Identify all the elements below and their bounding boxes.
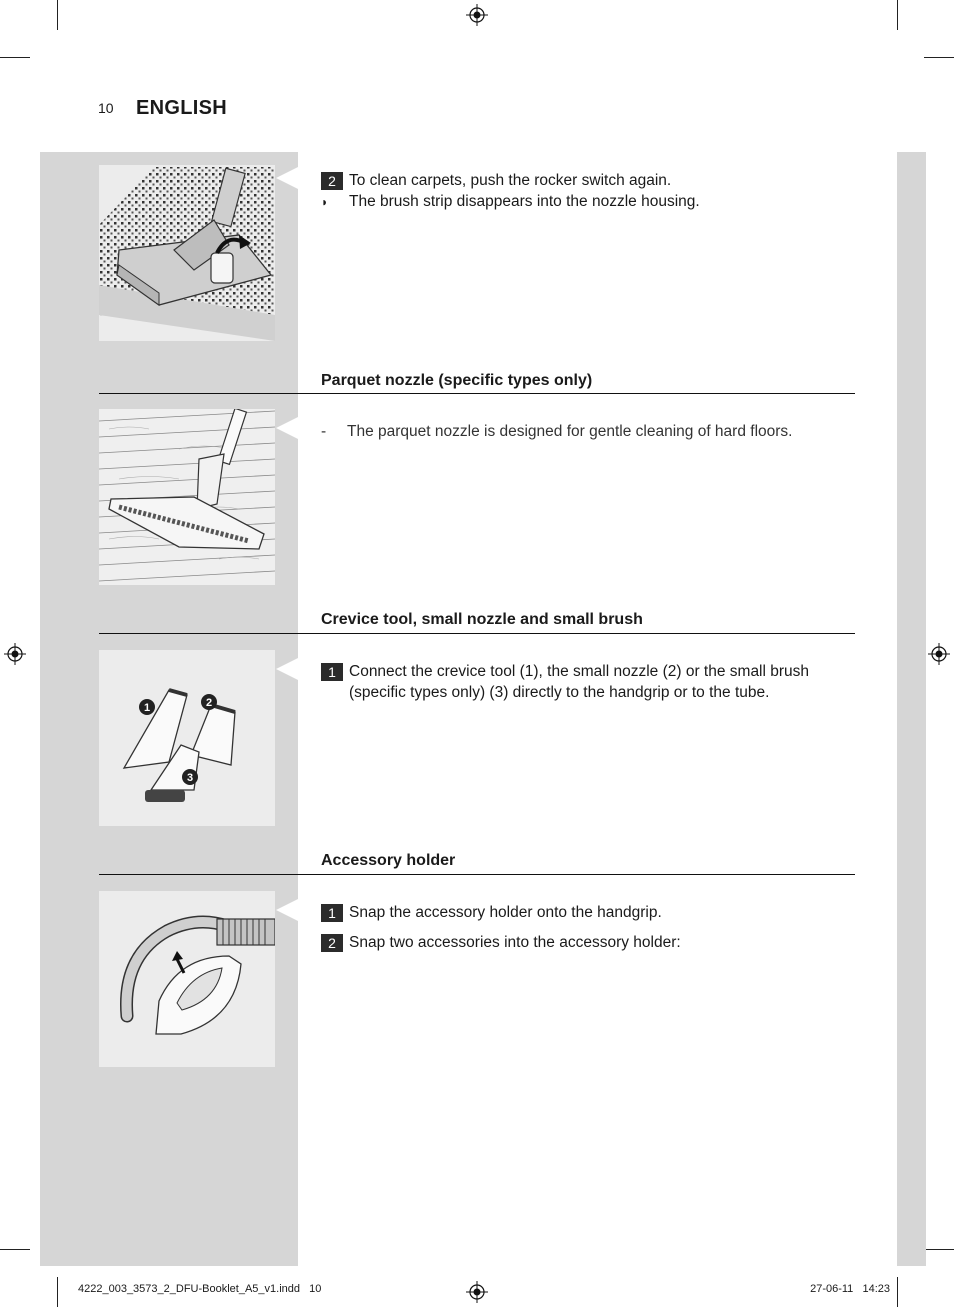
page-number: 10	[98, 100, 114, 116]
crop-mark-icon	[0, 57, 30, 58]
crop-mark-icon	[57, 0, 58, 30]
step-text: Connect the crevice tool (1), the small nozzle (2) or the small brush (specific types only) (3) directly to the handgrip or to the tube.	[349, 663, 810, 701]
crop-mark-icon	[924, 1249, 954, 1250]
language-heading: ENGLISH	[136, 97, 227, 119]
registration-mark-icon	[4, 643, 26, 665]
section-heading-crevice: Crevice tool, small nozzle and small brush	[321, 611, 643, 628]
step-item	[321, 903, 854, 924]
section-divider	[99, 633, 855, 634]
pointer-arrow	[276, 657, 300, 681]
registration-mark-icon	[466, 1281, 488, 1303]
step-text: Snap two accessories into the accessory holder:	[349, 934, 681, 951]
callout-1: 1	[143, 702, 151, 714]
section-divider	[99, 874, 855, 875]
bullet-item	[321, 422, 792, 443]
crop-mark-icon	[897, 1277, 898, 1307]
result-marker-icon: ◗	[321, 195, 329, 209]
result-text: The brush strip disappears into the nozzle housing.	[349, 193, 700, 210]
bullet-text: The parquet nozzle is designed for gentle cleaning of hard floors.	[347, 423, 793, 440]
section-heading-accessory-holder: Accessory holder	[321, 852, 456, 869]
crevice-tools-illustration	[99, 650, 275, 826]
parquet-nozzle-illustration	[99, 409, 275, 585]
step-number-badge: 2	[321, 934, 343, 952]
step-item	[321, 662, 854, 703]
accessory-holder-illustration	[99, 891, 275, 1067]
step-text: Snap the accessory holder onto the handgrip.	[349, 904, 662, 921]
crop-mark-icon	[57, 1277, 58, 1307]
footer-filename: 4222_003_3573_2_DFU-Booklet_A5_v1.indd 10	[78, 1283, 322, 1295]
registration-mark-icon	[928, 643, 950, 665]
callout-2: 2	[205, 697, 213, 709]
result-item	[321, 192, 700, 213]
crop-mark-icon	[897, 0, 898, 30]
step-number-badge: 1	[321, 663, 343, 681]
bullet-dash: -	[321, 423, 327, 440]
step-number-badge: 2	[321, 172, 343, 190]
callout-3: 3	[186, 772, 194, 784]
crop-mark-icon	[0, 1249, 30, 1250]
step-item	[321, 171, 854, 192]
section-heading-parquet: Parquet nozzle (specific types only)	[321, 372, 593, 389]
section-divider	[99, 393, 855, 394]
registration-mark-icon	[466, 4, 488, 26]
step-item	[321, 933, 854, 954]
carpet-nozzle-illustration	[99, 165, 275, 341]
right-edge-band	[897, 152, 926, 1266]
step-number-badge: 1	[321, 904, 343, 922]
pointer-arrow	[276, 416, 300, 440]
pointer-arrow	[276, 166, 300, 190]
footer-datetime: 27-06-11 14:23	[810, 1283, 890, 1295]
pointer-arrow	[276, 898, 300, 922]
crop-mark-icon	[924, 57, 954, 58]
step-text: To clean carpets, push the rocker switch again.	[349, 172, 672, 189]
